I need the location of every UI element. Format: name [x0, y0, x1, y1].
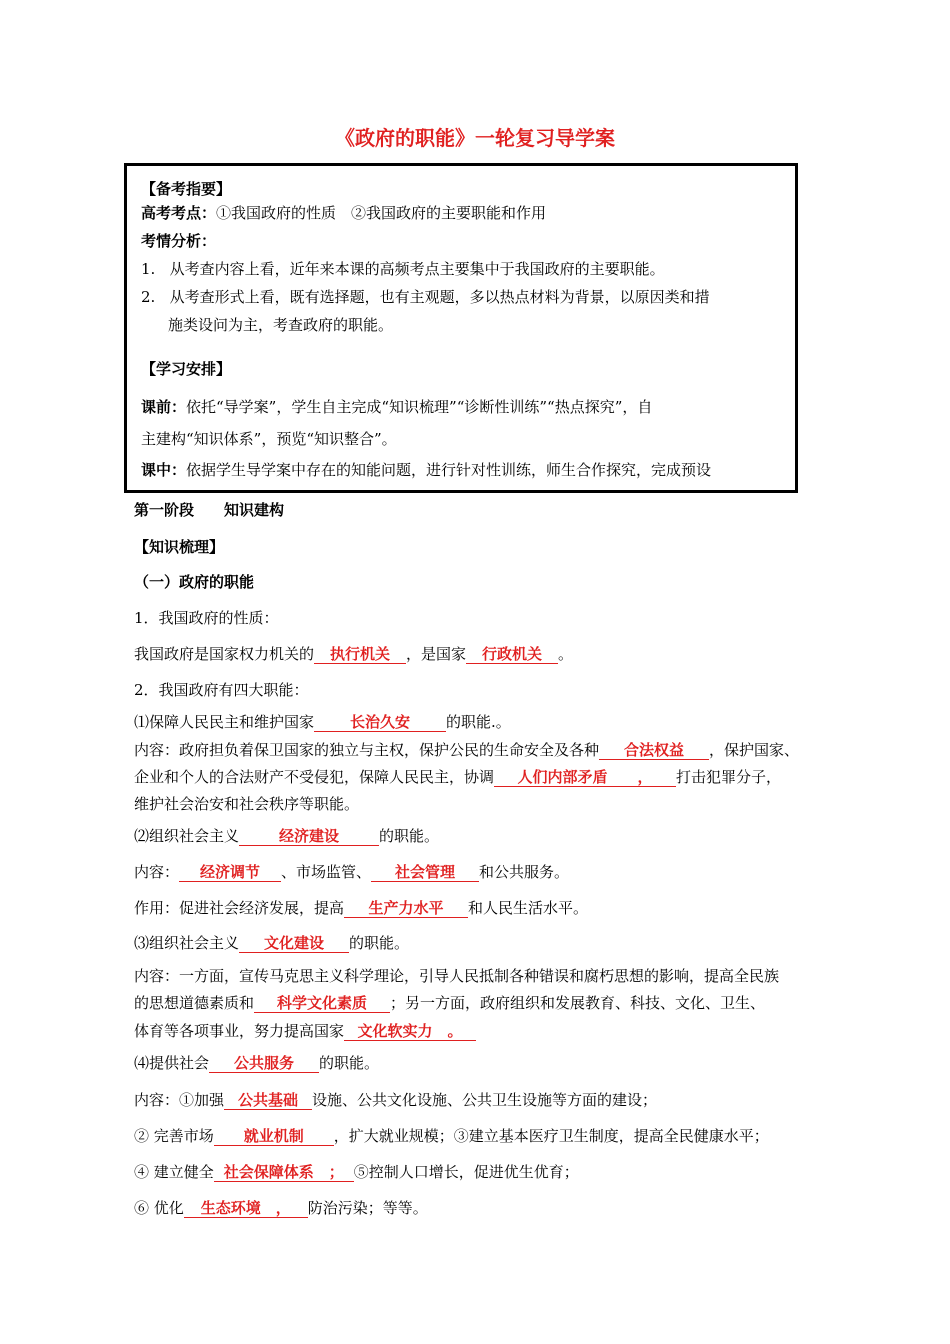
function-1-content: 内容：政府担负着保卫国家的独立与主权，保护公民的生命安全及各种 合法权益 ，保护国家、 — [134, 741, 800, 759]
answer-blank: 社会保障体系 ； — [214, 1163, 354, 1182]
item-number: 1. — [141, 260, 156, 278]
nature-text: 我国政府是国家权力机关的 执行机关 ，是国家 行政机关 。 — [134, 645, 574, 663]
section-heading: （一）政府的职能 — [134, 573, 255, 591]
answer-blank: 文化建设 — [239, 934, 349, 953]
function-4-title: ⑷提供社会 公共服务 的职能。 — [134, 1054, 380, 1072]
answer-blank: 文化软实力 。 — [344, 1022, 476, 1041]
answer-blank: 经济调节 — [179, 863, 281, 882]
before-text: 依托“导学案”，学生自主完成“知识梳理”“诊断性训练”“热点探究”，自 — [186, 398, 653, 416]
function-3-title: ⑶组织社会主义 文化建设 的职能。 — [134, 934, 410, 952]
analysis-item-1 — [141, 259, 665, 279]
sort-heading: 【知识梳理】 — [134, 538, 225, 556]
function-4-content-3: ④ 建立健全 社会保障体系 ； ⑤控制人口增长，促进优生优育； — [134, 1163, 579, 1181]
answer-blank: 经济建设 — [239, 827, 379, 846]
answer-blank: 长治久安 — [314, 713, 446, 732]
answer-blank: 社会管理 — [371, 863, 479, 882]
guide-box — [124, 163, 798, 493]
function-4-content-1: 内容：①加强 公共基础 设施、公共文化设施、公共卫生设施等方面的建设； — [134, 1091, 658, 1109]
function-3-content: 内容：一方面，宣传马克思主义科学理论，引导人民抵制各种错误和腐朽思想的影响，提高全民族 — [134, 967, 780, 985]
function-2-title: ⑵组织社会主义 经济建设 的职能。 — [134, 827, 440, 845]
function-1-content-2: 企业和个人的合法财产不受侵犯，保障人民民主，协调 人们内部矛盾 ， 打击犯罪分子， — [134, 768, 782, 786]
during-label: 课中： — [141, 461, 187, 479]
item-number: 2. — [141, 288, 156, 306]
item-text: 从考查内容上看，近年来本课的高频考点主要集中于我国政府的主要职能。 — [169, 260, 665, 278]
during-text: 依据学生导学案中存在的知能问题，进行针对性训练，师生合作探究，完成预设 — [186, 461, 712, 479]
before-class — [141, 397, 652, 417]
document-title: 《政府的职能》一轮复习导学案 — [335, 126, 615, 150]
function-4-content-2: ② 完善市场 就业机制 ，扩大就业规模；③建立基本医疗卫生制度，提高全民健康水平； — [134, 1127, 769, 1145]
exam-points — [141, 203, 546, 223]
functions-heading: 2．我国政府有四大职能： — [134, 681, 309, 699]
study-heading: 【学习安排】 — [141, 360, 232, 378]
item-text: 从考查形式上看，既有选择题，也有主观题，多以热点材料为背景，以原因类和措 — [169, 288, 710, 306]
answer-blank: 生态环境 ， — [184, 1199, 308, 1218]
function-2-content: 内容： 经济调节 、市场监管、 社会管理 和公共服务。 — [134, 863, 570, 881]
before-label: 课前： — [141, 398, 187, 416]
function-2-effect: 作用：促进社会经济发展，提高 生产力水平 和人民生活水平。 — [134, 899, 589, 917]
answer-blank: 就业机制 — [214, 1127, 334, 1146]
analysis-label: 考情分析： — [141, 232, 217, 250]
exam-points-text: ①我国政府的性质 ②我国政府的主要职能和作用 — [216, 204, 547, 222]
exam-points-label: 高考考点： — [141, 204, 217, 222]
during-class — [141, 460, 711, 480]
answer-blank: 公共服务 — [209, 1054, 319, 1073]
guide-heading: 【备考指要】 — [141, 180, 232, 198]
analysis-item-2-cont: 施类设问为主，考查政府的职能。 — [168, 316, 394, 334]
nature-heading: 1．我国政府的性质： — [134, 609, 279, 627]
function-3-content-2: 的思想道德素质和 科学文化素质 ；另一方面，政府组织和发展教育、科技、文化、卫生、 — [134, 994, 766, 1012]
before-class-cont: 主建构“知识体系”，预览“知识整合”。 — [141, 430, 397, 448]
answer-blank: 生产力水平 — [344, 899, 468, 918]
answer-blank: 合法权益 — [599, 741, 709, 760]
stage-heading: 第一阶段 知识建构 — [134, 501, 285, 519]
answer-blank: 行政机关 — [466, 645, 558, 664]
answer-blank: 执行机关 — [314, 645, 406, 664]
function-1-content-3: 维护社会治安和社会秩序等职能。 — [134, 795, 360, 813]
answer-blank: 公共基础 — [224, 1091, 312, 1110]
analysis-item-2 — [141, 287, 710, 307]
answer-blank: 科学文化素质 — [254, 994, 390, 1013]
function-3-content-3: 体育等各项事业，努力提高国家 文化软实力 。 — [134, 1021, 476, 1041]
function-1-title: ⑴保障人民民主和维护国家 长治久安 的职能.。 — [134, 713, 511, 731]
function-4-content-4: ⑥ 优化 生态环境 ， 防治污染；等等。 — [134, 1199, 428, 1217]
answer-blank: 人们内部矛盾 ， — [494, 768, 676, 787]
